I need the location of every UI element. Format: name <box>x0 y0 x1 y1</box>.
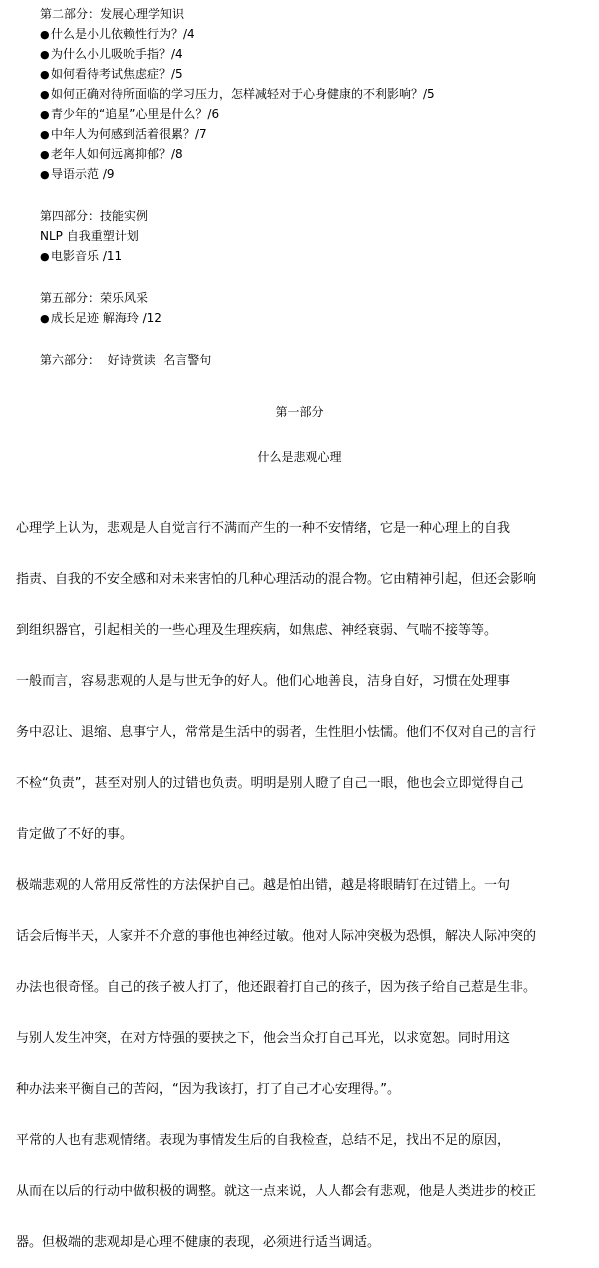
toc-item-label: 如何正确对待所面临的学习压力，怎样减轻对于心身健康的不利影响？/5 <box>51 87 435 101</box>
toc-item <box>40 104 580 124</box>
toc-item-label: 导语示范 /9 <box>51 167 115 181</box>
toc-item <box>40 64 580 84</box>
toc-item-label: 什么是小儿依赖性行为？/4 <box>51 27 195 41</box>
bullet-icon: ● <box>40 312 50 325</box>
part4-heading: 第四部分：技能实例 <box>40 209 149 223</box>
bullet-icon: ● <box>40 148 50 161</box>
toc-item-label: 电影音乐 /11 <box>51 249 123 263</box>
toc-item <box>40 124 580 144</box>
bullet-icon: ● <box>40 68 50 81</box>
toc-item-label: 中年人为何感到活着很累？/7 <box>51 127 207 141</box>
spacer <box>40 266 580 288</box>
spacer <box>40 184 580 206</box>
bullet-icon: ● <box>40 108 50 121</box>
text-line: 平常的人也有悲观情绪。表现为事情发生后的自我检查，总结不足，找出不足的原因， <box>16 1133 511 1148</box>
bullet-icon: ● <box>40 128 50 141</box>
text-line: 从而在以后的行动中做积极的调整。就这一点来说，人人都会有悲观，他是人类进步的校正 <box>16 1184 537 1199</box>
bullet-icon: ● <box>40 88 50 101</box>
text-line: 极端悲观的人常用反常性的方法保护自己。越是怕出错，越是将眼睛钉在过错上。一句 <box>16 878 511 893</box>
text-line: 指责、自我的不安全感和对未来害怕的几种心理活动的混合物。它由精神引起，但还会影响 <box>16 572 537 587</box>
toc-item-label: 如何看待考试焦虑症？/5 <box>51 67 183 81</box>
text-line: 与别人发生冲突，在对方恃强的要挟之下，他会当众打自己耳光，以求宽恕。同时用这 <box>16 1031 511 1046</box>
text-line: 器。但极端的悲观却是心理不健康的表现，必须进行适当调适。 <box>16 1235 381 1250</box>
toc-item <box>40 44 580 64</box>
toc-item-label: 青少年的“追星”心里是什么？/6 <box>51 107 220 121</box>
toc-item-label: 老年人如何远离抑郁？/8 <box>51 147 183 161</box>
text-line: 肯定做了不好的事。 <box>16 827 134 842</box>
bullet-icon: ● <box>40 28 50 41</box>
spacer <box>40 328 580 350</box>
text-line: 一般而言，容易悲观的人是与世无争的好人。他们心地善良，洁身自好，习惯在处理事 <box>16 674 511 689</box>
toc-item-label: 成长足迹 解海玲 /12 <box>51 311 162 325</box>
toc-item <box>40 308 580 328</box>
text-line: 话会后悔半天，人家并不介意的事他也神经过敏。他对人际冲突极为恐惧，解决人际冲突的 <box>16 929 537 944</box>
section-title: 第一部分 <box>275 405 324 419</box>
text-line: 务中忍让、退缩、息事宁人，常常是生活中的弱者，生性胆小怯懦。他们不仅对自己的言行 <box>16 725 537 740</box>
part6-heading: 第六部分： 好诗赏读 名言警句 <box>40 353 212 367</box>
bullet-icon: ● <box>40 250 50 263</box>
toc-item <box>40 84 580 104</box>
part5-heading: 第五部分：荣乐风采 <box>40 291 149 305</box>
toc-item <box>40 144 580 164</box>
toc-item-label: 为什么小儿吸吮手指？/4 <box>51 47 183 61</box>
text-line: 心理学上认为，悲观是人自觉言行不满而产生的一种不安情绪，它是一种心理上的自我 <box>16 521 511 536</box>
table-of-contents <box>40 4 580 370</box>
toc-item <box>40 246 580 266</box>
text-line: 不检“负责”，甚至对别人的过错也负责。明明是别人瞪了自己一眼，他也会立即觉得自己 <box>16 776 524 791</box>
text-line: 到组织器官，引起相关的一些心理及生理疾病，如焦虑、神经衰弱、气喘不接等等。 <box>16 623 498 638</box>
toc-item <box>40 164 580 184</box>
article-body <box>16 488 589 1268</box>
bullet-icon: ● <box>40 48 50 61</box>
part2-heading: 第二部分：发展心理学知识 <box>40 7 185 21</box>
part4-line: NLP 自我重塑计划 <box>40 229 139 243</box>
bullet-icon: ● <box>40 168 50 181</box>
text-line: 办法也很奇怪。自己的孩子被人打了，他还跟着打自己的孩子，因为孩子给自己惹是生非。 <box>16 980 537 995</box>
article-title: 什么是悲观心理 <box>257 450 342 464</box>
text-line: 种办法来平衡自己的苦闷，“因为我该打，打了自己才心安理得。”。 <box>16 1082 400 1097</box>
toc-item <box>40 24 580 44</box>
